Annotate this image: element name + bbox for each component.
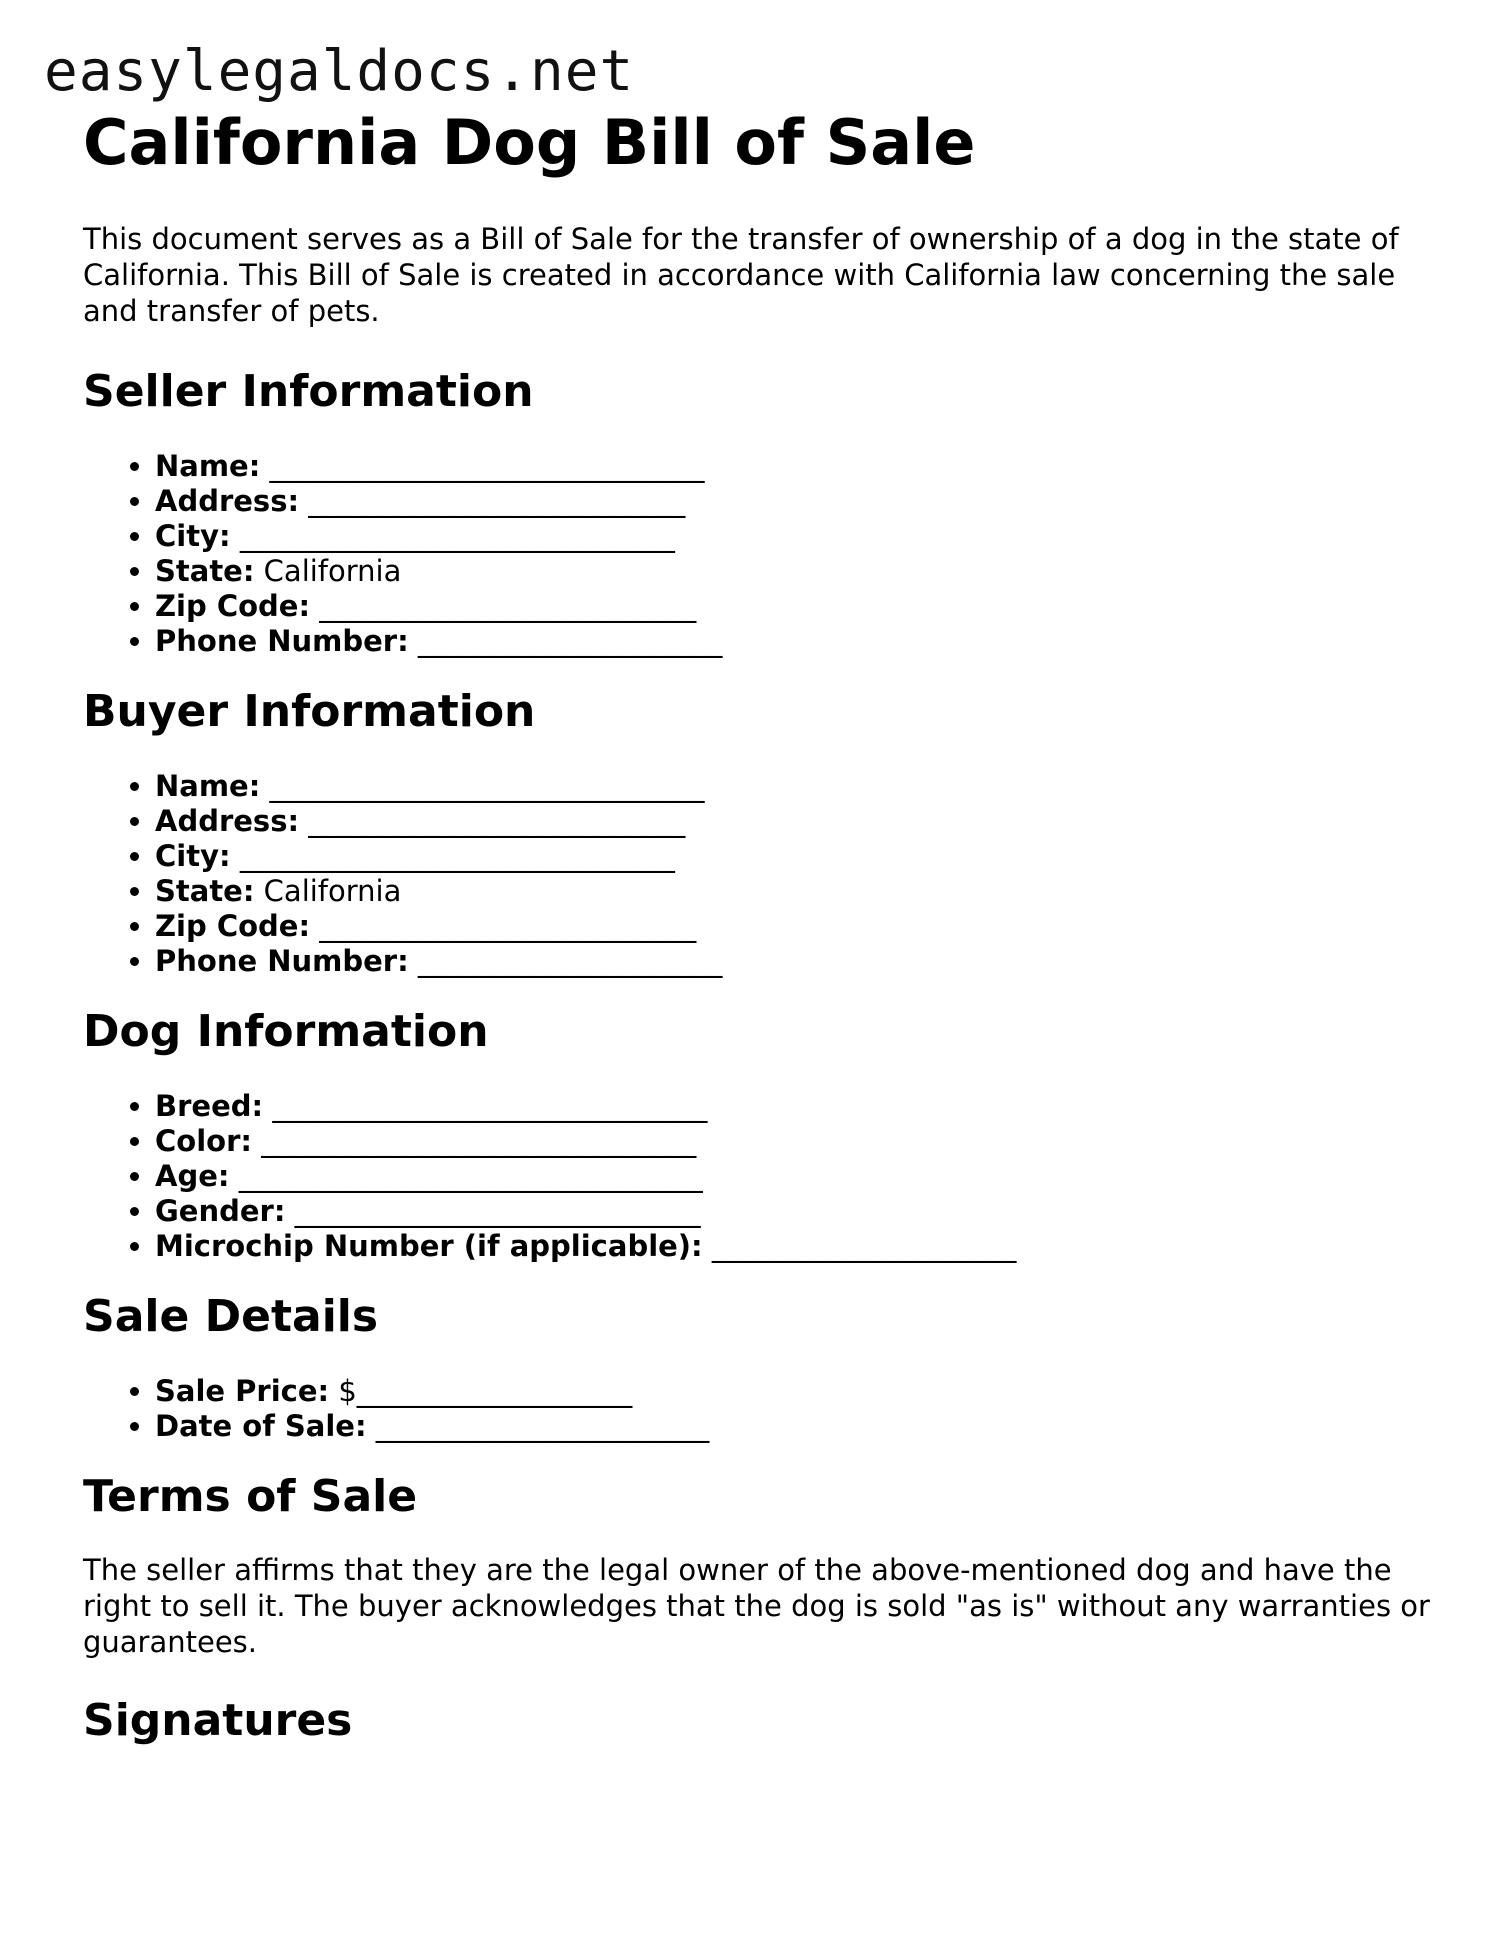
field-label: Address: [155, 484, 300, 518]
seller-city-item [155, 519, 1443, 554]
dog-microchip-item [155, 1229, 1443, 1264]
field-label: Phone Number: [155, 624, 409, 658]
buyer-address-field[interactable]: __________________________ [308, 804, 686, 838]
field-label: Zip Code: [155, 589, 311, 623]
field-label: City: [155, 839, 231, 873]
sale-date-item [155, 1409, 1443, 1444]
sale-price-field[interactable]: $___________________ [338, 1374, 633, 1408]
dog-microchip-field[interactable]: _____________________ [711, 1229, 1017, 1263]
seller-city-field[interactable]: ______________________________ [239, 519, 675, 553]
field-label: City: [155, 519, 231, 553]
field-label: Name: [155, 449, 261, 483]
sale-price-item [155, 1374, 1443, 1409]
field-label: Zip Code: [155, 909, 311, 943]
field-label: Microchip Number (if applicable): [155, 1229, 703, 1263]
buyer-heading: Buyer Information [83, 686, 536, 737]
terms-heading: Terms of Sale [83, 1471, 418, 1522]
buyer-name-item [155, 769, 1443, 804]
seller-heading: Seller Information [83, 366, 534, 417]
field-label: Phone Number: [155, 944, 409, 978]
seller-state-item [155, 554, 1443, 589]
dog-age-item [155, 1159, 1443, 1194]
field-label: Gender: [155, 1194, 286, 1228]
sale-date-field[interactable]: _______________________ [375, 1409, 710, 1443]
intro-paragraph: This document serves as a Bill of Sale for the transfer of ownership of a dog in the state of California. This Bill of Sale is created in accordance with California law concerning the sale and transfer of pets. [83, 222, 1399, 328]
seller-state-value: California [263, 554, 402, 588]
dog-breed-item [155, 1089, 1443, 1124]
seller-zip-item [155, 589, 1443, 624]
field-label: Breed: [155, 1089, 264, 1123]
sale-list [83, 1374, 1443, 1444]
seller-name-item [155, 449, 1443, 484]
buyer-list [83, 769, 1443, 979]
field-label: Address: [155, 804, 300, 838]
seller-phone-item [155, 624, 1443, 659]
page-title: California Dog Bill of Sale [83, 106, 976, 179]
buyer-zip-item [155, 909, 1443, 944]
buyer-state-value: California [263, 874, 402, 908]
field-label: Date of Sale: [155, 1409, 367, 1443]
document [83, 105, 1443, 1748]
buyer-phone-field[interactable]: _____________________ [417, 944, 723, 978]
seller-phone-field[interactable]: _____________________ [417, 624, 723, 658]
field-label: Color: [155, 1124, 252, 1158]
seller-list [83, 449, 1443, 659]
dog-breed-field[interactable]: ______________________________ [272, 1089, 708, 1123]
dog-gender-field[interactable]: ____________________________ [294, 1194, 701, 1228]
buyer-zip-field[interactable]: __________________________ [319, 909, 697, 943]
signatures-heading: Signatures [83, 1695, 353, 1746]
field-label: State: [155, 554, 255, 588]
terms-paragraph: The seller affirms that they are the legal owner of the above-mentioned dog and have the right to sell it. The buyer acknowledges that the dog is sold "as is" without any warranties or guarantees. [83, 1553, 1430, 1659]
dog-age-field[interactable]: ________________________________ [238, 1159, 703, 1193]
buyer-city-field[interactable]: ______________________________ [239, 839, 675, 873]
buyer-phone-item [155, 944, 1443, 979]
dog-heading: Dog Information [83, 1006, 489, 1057]
seller-address-field[interactable]: __________________________ [308, 484, 686, 518]
field-label: Sale Price: [155, 1374, 330, 1408]
field-label: Age: [155, 1159, 230, 1193]
buyer-name-field[interactable]: ______________________________ [269, 769, 705, 803]
dog-color-item [155, 1124, 1443, 1159]
sale-heading: Sale Details [83, 1291, 379, 1342]
field-label: Name: [155, 769, 261, 803]
seller-name-field[interactable]: ______________________________ [269, 449, 705, 483]
seller-address-item [155, 484, 1443, 519]
watermark: easylegaldocs.net [44, 39, 635, 104]
dog-list [83, 1089, 1443, 1264]
buyer-address-item [155, 804, 1443, 839]
buyer-city-item [155, 839, 1443, 874]
buyer-state-item [155, 874, 1443, 909]
field-label: State: [155, 874, 255, 908]
dog-color-field[interactable]: ______________________________ [261, 1124, 697, 1158]
dog-gender-item [155, 1194, 1443, 1229]
seller-zip-field[interactable]: __________________________ [319, 589, 697, 623]
